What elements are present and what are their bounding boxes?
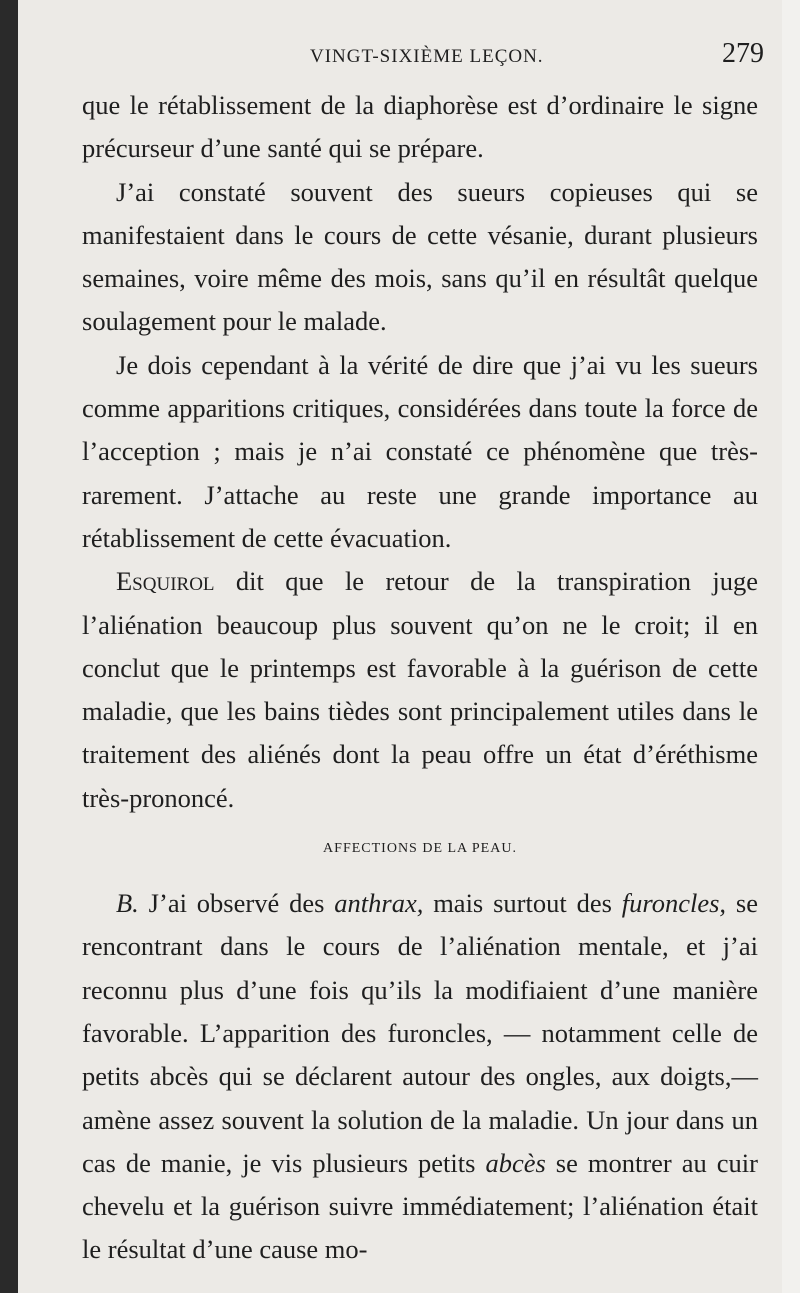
page-number: 279 bbox=[722, 38, 764, 69]
paragraph-5-part-d: se montrer au cuir chevelu et la guérison suivre immédiatement; l’aliénation était le résultat d’une cause mo- bbox=[82, 1147, 758, 1265]
paragraph-3: Je dois cependant à la vérité de dire que j’ai vu les sueurs comme apparitions critiques, considérées dans toute la force de l’acception ; mais je n’ai constaté ce phénomène que très-rarement. J’attache au reste une grande importance au rétablissement de cette évacuation. bbox=[82, 349, 758, 553]
paragraph-5 bbox=[82, 882, 758, 1272]
section-heading: AFFECTIONS DE LA PEAU. bbox=[323, 841, 517, 857]
paragraph-5-part-a: J’ai observé des bbox=[138, 888, 335, 919]
paragraph-1: que le rétablissement de la diaphorèse est d’ordinaire le signe précurseur d’une santé qui se prépare. bbox=[82, 90, 758, 164]
paragraph-4 bbox=[82, 560, 758, 820]
term-furoncles: furoncles, bbox=[621, 888, 727, 919]
term-anthrax: anthrax, bbox=[334, 888, 424, 919]
section-label: B. bbox=[116, 888, 139, 919]
book-page bbox=[18, 0, 782, 1293]
paragraph-5-part-c: se rencontrant dans le cours de l’aliénation mentale, et j’ai reconnu plus d’une fois qu’ils la modifiaient d’une manière favorable. L’apparition des furoncles, — notamment celle de petits abcès qui se déclarent autour des ongles, aux doigts,— amène assez souvent la solution de la maladie. Un jour dans un cas de manie, je vis plusieurs petits bbox=[82, 888, 759, 1178]
running-title: VINGT-SIXIÈME LEÇON. bbox=[310, 46, 544, 67]
paragraph-2: J’ai constaté souvent des sueurs copieuses qui se manifestaient dans le cours de cette vésanie, durant plusieurs semaines, voire même des mois, sans qu’il en résultât quelque soulagement pour le malade. bbox=[82, 176, 758, 337]
term-abces: abcès bbox=[485, 1147, 546, 1178]
page-header bbox=[18, 36, 782, 76]
paragraph-4-text: dit que le retour de la transpiration juge l’aliénation beaucoup plus souvent qu’on ne le croit; il en conclut que le printemps est favorable à la guérison de cette maladie, que les bains tièdes sont principalement utiles dans le traitement des aliénés dont la peau offre un état d’éréthisme très-prononcé. bbox=[82, 566, 758, 813]
author-name: Esquirol bbox=[116, 566, 215, 597]
page-edge bbox=[782, 0, 800, 1293]
body-text bbox=[82, 84, 758, 1272]
paragraph-5-part-b: mais surtout des bbox=[423, 888, 622, 919]
